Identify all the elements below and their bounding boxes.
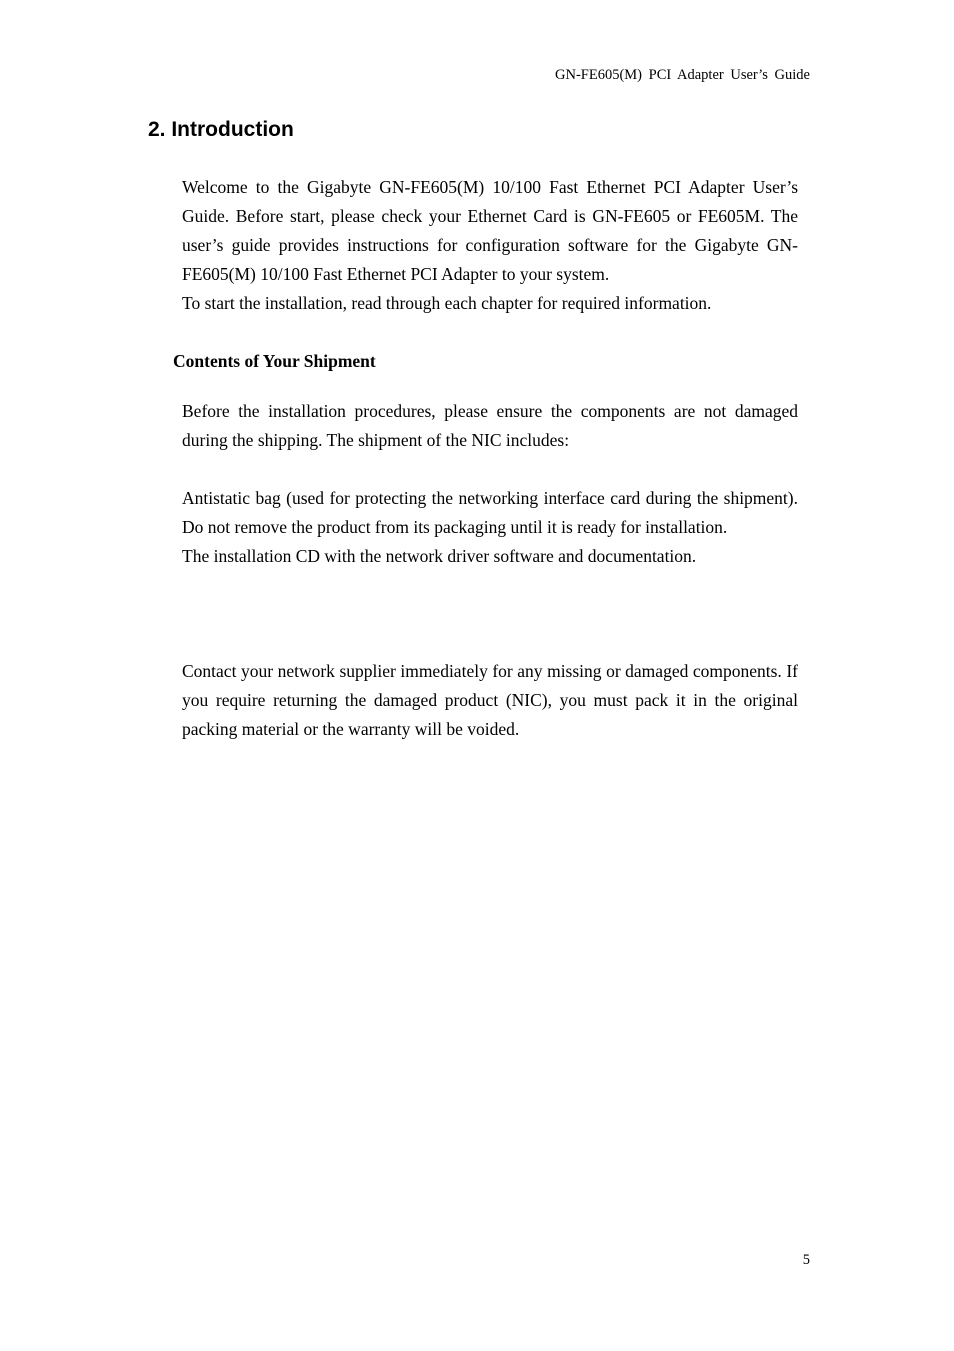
running-header: GN-FE605(M) PCI Adapter User’s Guide [555, 67, 810, 83]
section-title: 2. Introduction [148, 118, 294, 141]
intro-paragraph [182, 173, 798, 318]
page-number: 5 [802, 1252, 810, 1268]
shipment-item-antistatic-bag: Antistatic bag (used for protecting the networking interface card during the shipment). Do not remove the product from its packaging until it is ready for installation. [182, 488, 798, 537]
shipment-item-installation-cd: The installation CD with the network driver software and documentation. [182, 546, 697, 566]
intro-text: Welcome to the Gigabyte GN-FE605(M) 10/100 Fast Ethernet PCI Adapter User’s Guide. Before start, please check your Ethernet Card is GN-FE605 or FE605M. The user’s guide provides instructions for configuration software for the Gigabyte GN-FE605(M) 10/100 Fast Ethernet PCI Adapter to your system. [182, 177, 798, 284]
shipment-intro-paragraph: Before the installation procedures, please ensure the components are not damaged during the shipping. The shipment of the NIC includes: [182, 401, 798, 450]
intro-instruction: To start the installation, read through each chapter for required information. [182, 293, 712, 313]
shipment-items [182, 484, 798, 571]
shipment-heading: Contents of Your Shipment [173, 351, 376, 371]
contact-supplier-paragraph: Contact your network supplier immediately for any missing or damaged components. If you require returning the damaged product (NIC), you must pack it in the original packing material or the warranty will be voided. [182, 661, 798, 739]
